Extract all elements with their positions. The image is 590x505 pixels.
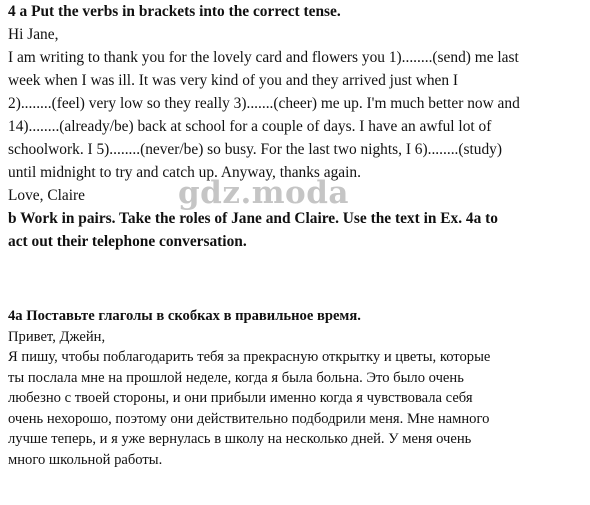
letter-signoff: Love, Claire: [8, 187, 85, 204]
exercise-page: [8, 0, 586, 468]
site-watermark: gdz.moda: [178, 175, 349, 211]
letter-line: I am writing to thank you for the lovely card and flowers you 1)........(send) me last: [8, 49, 519, 66]
task-b-line: act out their telephone conversation.: [8, 233, 247, 250]
translation-line: очень нехорошо, поэтому они действительно подбодрили меня. Мне намного: [8, 410, 490, 427]
letter-line: 2)........(feel) very low so they really 3).......(cheer) me up. I'm much better now and: [8, 95, 520, 112]
letter-line: week when I was ill. It was very kind of you and they arrived just when I: [8, 72, 459, 89]
translation-line: Я пишу, чтобы поблагодарить тебя за прекрасную открытку и цветы, которые: [8, 349, 491, 365]
letter-line: 14)........(already/be) back at school for a couple of days. I have an awful lot of: [8, 118, 492, 135]
russian-translation: [8, 306, 586, 470]
letter-line: schoolwork. I 5)........(never/be) so busy. For the last two nights, I 6)........(study): [8, 141, 502, 158]
translation-line: Привет, Джейн,: [8, 328, 106, 345]
exercise-heading-en: 4 a Put the verbs in brackets into the correct tense.: [8, 3, 341, 20]
translation-line: много школьной работы.: [8, 451, 163, 468]
letter-line: until midnight to try and catch up. Anyway, thanks again.: [8, 164, 361, 181]
task-b-line: b Work in pairs. Take the roles of Jane and Claire. Use the text in Ex. 4a to: [8, 210, 498, 227]
english-exercise: [8, 0, 586, 253]
letter-line: Hi Jane,: [8, 26, 59, 43]
translation-line: ты послала мне на прошлой неделе, когда я была больна. Это было очень: [8, 369, 464, 386]
translation-line: любезно с твоей стороны, и они прибыли именно когда я чувствовала себя: [8, 390, 473, 406]
exercise-heading-ru: 4a Поставьте глаголы в скобках в правильное время.: [8, 308, 361, 324]
translation-line: лучше теперь, и я уже вернулась в школу на несколько дней. У меня очень: [8, 431, 472, 447]
